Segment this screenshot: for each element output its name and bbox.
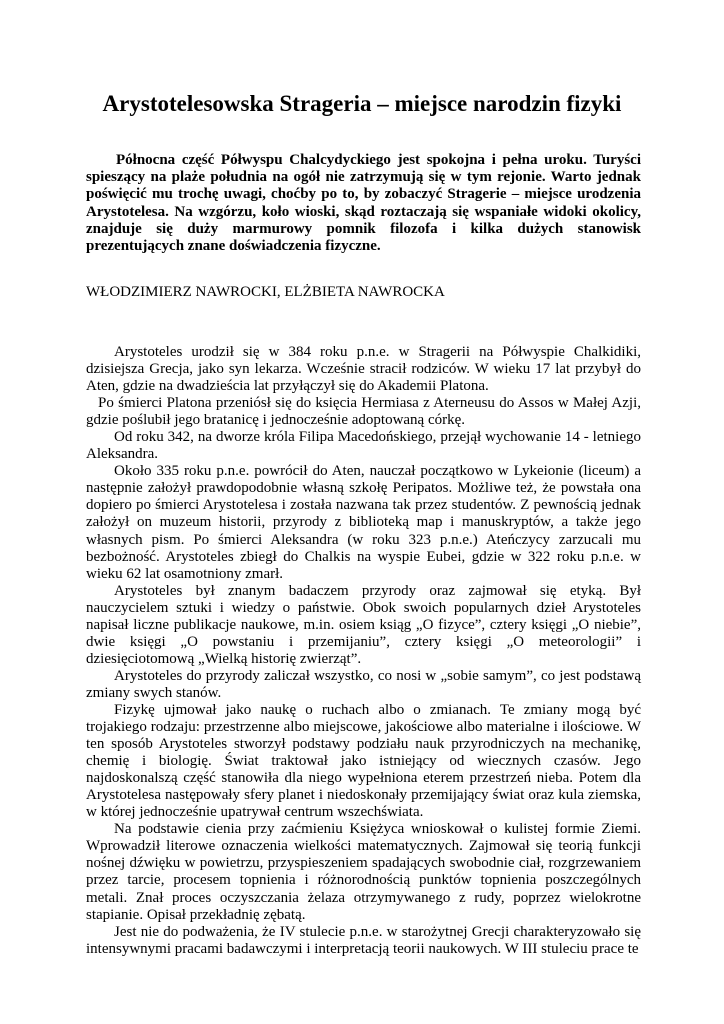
body-paragraph: Po śmierci Platona przeniósł się do księcia Hermiasa z Aterneusu do Assos w Małej Azji, gdzie poślubił jego bratanicę i jednocześnie adoptowaną córkę. <box>86 395 641 429</box>
body-paragraph: Arystoteles do przyrody zaliczał wszystko, co nosi w „sobie samym”, co jest podstawą zmiany swych stanów. <box>86 667 641 701</box>
article-title: Arystotelesowska Strageria – miejsce narodzin fizyki <box>102 91 622 116</box>
body-paragraph: Około 335 roku p.n.e. powrócił do Aten, nauczał początkowo w Lykeionie (liceum) a następnie założył prawdopodobnie własną szkołę Peripatos. Możliwe też, że powstała ona dopiero po śmierci Arystotelesa i została nazwana tak przez studentów. Z pewnością jednak założył on muzeum historii, przyrody z biblioteką map i manuskryptów, a także jego własnych pism. Po śmierci Aleksandra (w roku 323 p.n.e.) Ateńczycy zarzucali mu bezbożność. Arystoteles zbiegł do Chalkis na wyspie Eubei, gdzie w 322 roku p.n.e. w wieku 62 lat osamotniony zmarł. <box>86 463 641 582</box>
article-lead: Północna część Półwyspu Chalcydyckiego jest spokojna i pełna uroku. Turyści spieszący na plaże południa na ogół nie zatrzymują się w tym rejonie. Warto jednak poświęcić mu trochę uwagi, choćby po to, by zobaczyć Stragerie – miejsce urodzenia Arystotelesa. Na wzgórzu, koło wioski, skąd roztaczają się wspaniałe widoki okolicy, znajduje się duży marmurowy pomnik filozofa i kilka dużych stanowisk prezentujących znane doświadczenia fizyczne. <box>86 152 641 255</box>
body-paragraph: Na podstawie cienia przy zaćmieniu Księżyca wnioskował o kulistej formie Ziemi. Wprowadził literowe oznaczenia wielkości matematycznych. Zajmował się teorią funkcji nośnej dźwięku w powietrzu, przyspieszeniem spadających swobodnie ciał, rozgrzewaniem przez tarcie, procesem topnienia i różnorodnością punktów topnienia poszczególnych metali. Znał proces oczyszczania żelaza otrzymywanego z rudy, poprzez wielokrotne stapianie. Opisał przekładnię zębatą. <box>86 821 641 923</box>
article-authors: WŁODZIMIERZ NAWROCKI, ELŻBIETA NAWROCKA <box>86 284 445 300</box>
body-paragraph: Od roku 342, na dworze króla Filipa Macedońskiego, przejął wychowanie 14 - letniego Aleksandra. <box>86 429 641 463</box>
body-paragraph: Fizykę ujmował jako naukę o ruchach albo o zmianach. Te zmiany mogą być trojakiego rodzaju: przestrzenne albo miejscowe, jakościowe albo materialne i ilościowe. W ten sposób Arystoteles stworzył podstawy podziału nauk przyrodniczych na mechanikę, chemię i biologię. Świat traktował jako istniejący od wiecznych czasów. Jego najdoskonalszą część stanowiła dla niego wypełniona eterem przestrzeń nieba. Potem dla Arystotelesa następowały sfery planet i niedoskonały przemijający świat oraz kula ziemska, w której jednocześnie upatrywał centrum wszechświata. <box>86 701 641 821</box>
body-paragraph: Jest nie do podważenia, że IV stulecie p.n.e. w starożytnej Grecji charakteryzowało się intensywnymi pracami badawczymi i interpretacją teorii naukowych. W III stuleciu prace te <box>86 923 641 957</box>
body-paragraph: Arystoteles był znanym badaczem przyrody oraz zajmował się etyką. Był nauczycielem sztuki i wiedzy o państwie. Obok swoich popularnych dzieł Arystoteles napisał liczne publikacje naukowe, m.in. osiem ksiąg „O fizyce”, cztery księgi „O niebie”, dwie księgi „O powstaniu i przemijaniu”, cztery księgi „O meteorologii” i dziesięciotomową „Wielką historię zwierząt”. <box>86 582 641 667</box>
body-paragraph: Arystoteles urodził się w 384 roku p.n.e. w Stragerii na Półwyspie Chalkidiki, dzisiejsza Grecja, jako syn lekarza. Wcześnie stracił rodziców. W wieku 17 lat przybył do Aten, gdzie na dwadzieścia lat przyłączył się do Akademii Platona. <box>86 344 641 395</box>
article-body <box>86 344 641 958</box>
